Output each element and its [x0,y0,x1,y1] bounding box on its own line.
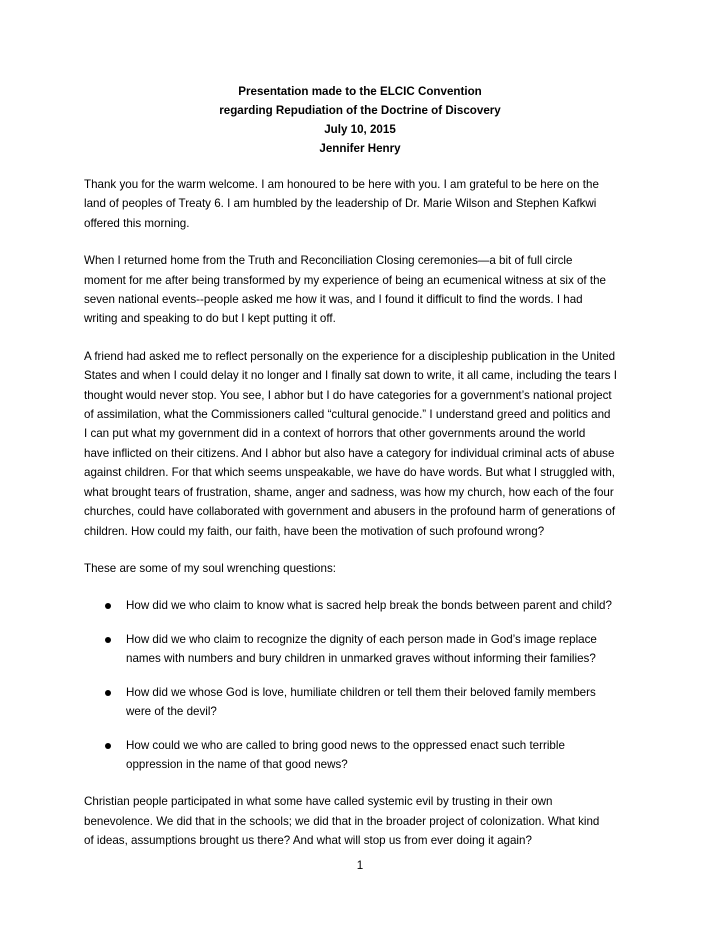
text-line: These are some of my soul wrenching questions: [84,561,336,575]
list-item [84,736,642,774]
text-line: thought would never stop. You see, I abhor but I do have categories for a government’s national project [84,388,612,402]
list-item [84,683,642,721]
document-header [0,82,720,158]
text-line: offered this morning. [84,216,190,230]
paragraph-welcome [84,175,642,233]
text-line: oppression in the name of that good news? [126,758,348,772]
text-line: How could we who are called to bring good news to the oppressed enact such terrible [126,739,565,753]
paragraph-questions-intro [84,559,642,578]
text-line: seven national events--people asked me how it was, and I found it difficult to find the words. I had [84,293,583,307]
text-line: moment for me after being transformed by my experience of being an ecumenical witness at six of the [84,273,606,287]
text-line: what brought tears of frustration, shame, anger and sadness, was how my church, how each of the four [84,485,614,499]
text-line: have inflicted on their citizens. And I abhor but also have a category for individual criminal acts of abuse [84,446,615,460]
text-line: How did we whose God is love, humiliate children or tell them their beloved family members [126,686,596,700]
document-body [84,175,642,869]
text-line: When I returned home from the Truth and Reconciliation Closing ceremonies—a bit of full circle [84,254,573,268]
header-title: Presentation made to the ELCIC Convention [238,85,482,98]
text-line: States and when I could delay it no longer and I finally sat down to write, it all came, including the tears I [84,369,617,383]
text-line: I can put what my government did in a context of horrors that other governments around the world [84,427,586,441]
header-subtitle: regarding Repudiation of the Doctrine of Discovery [219,104,501,117]
paragraph-returned-home [84,251,642,329]
text-line: How did we who claim to know what is sacred help break the bonds between parent and child? [126,599,612,613]
text-line: benevolence. We did that in the schools; we did that in the broader project of colonization. What kind [84,814,600,828]
text-line: Christian people participated in what some have called systemic evil by trusting in their own [84,795,553,809]
text-line: churches, could have collaborated with government and abusers in the profound harm of generations of [84,505,616,519]
paragraph-reflection [84,347,642,541]
text-line: of ideas, assumptions brought us there? And what will stop us from ever doing it again? [84,834,532,848]
text-line: children. How could my faith, our faith, have been the motivation of such profound wrong? [84,524,545,538]
bullet-icon [105,743,111,749]
text-line: Thank you for the warm welcome. I am honoured to be here with you. I am grateful to be here on the [84,178,599,191]
bullet-icon [105,603,111,609]
text-line: names with numbers and bury children in unmarked graves without informing their families? [126,652,596,666]
text-line: land of peoples of Treaty 6. I am humbled by the leadership of Dr. Marie Wilson and Stephen Kafkwi [84,197,597,211]
questions-list [84,596,642,774]
page-number: 1 [356,859,364,872]
list-item [84,596,642,615]
text-line: were of the devil? [126,705,217,719]
bullet-icon [105,690,111,696]
text-line: of assimilation, what the Commissioners called “cultural genocide.” I understand greed and politics and [84,408,611,422]
list-item [84,630,642,668]
text-line: How did we who claim to recognize the dignity of each person made in God’s image replace [126,633,597,647]
header-date: July 10, 2015 [324,123,396,136]
text-line: writing and speaking to do but I kept putting it off. [84,312,336,326]
paragraph-closing [84,792,642,850]
header-author: Jennifer Henry [319,142,401,155]
bullet-icon [105,637,111,643]
text-line: A friend had asked me to reflect personally on the experience for a discipleship publication in the United [84,349,616,363]
text-line: against children. For that which seems unspeakable, we have do have words. But what I struggled with, [84,466,616,480]
